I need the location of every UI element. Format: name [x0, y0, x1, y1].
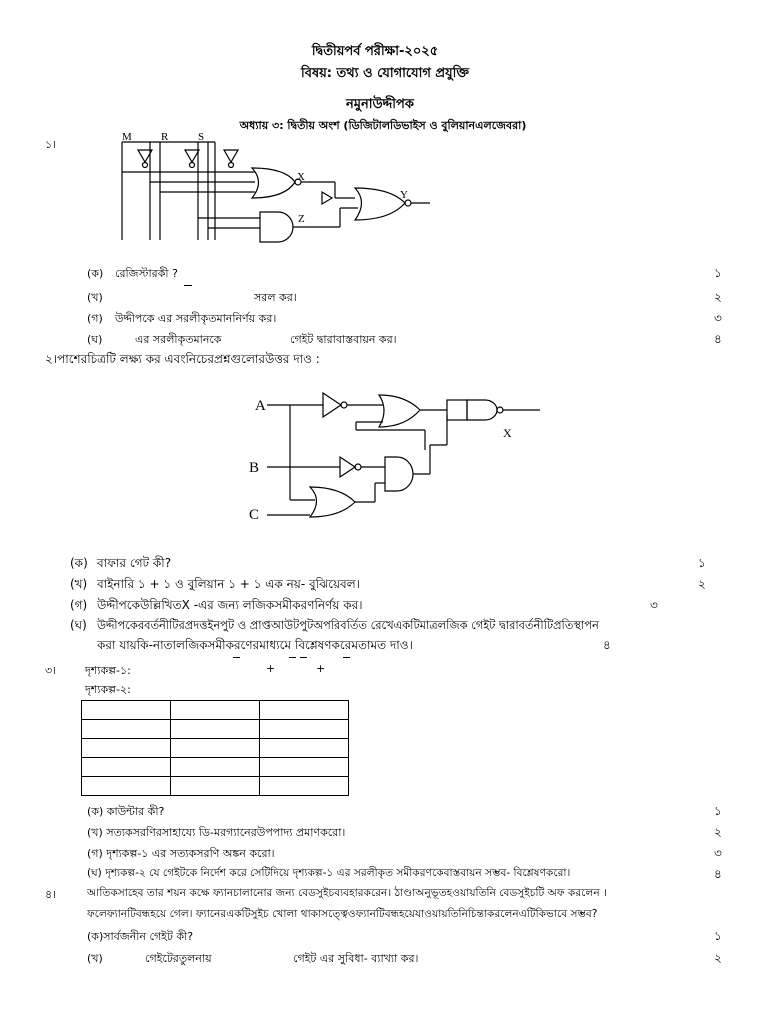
table-row — [82, 720, 349, 739]
q3-a-item — [87, 803, 164, 822]
q1-a-text: রেজিস্টারকী ? — [115, 267, 178, 280]
table-row — [82, 739, 349, 758]
q2-c-label: (গ) — [70, 598, 88, 612]
table-row — [82, 758, 349, 777]
table-cell — [171, 777, 260, 796]
q3-d-text: দৃশ্যকল্প-২ যে গেইটকে নির্দেশ করে সেটিদিয়ে দৃশ্যকল্প-১ এর সরলীকৃত সমীকরণকেবাস্তবায়ন সম্ভব- বিশ্লেষণকরো। — [105, 867, 571, 879]
q4-a-text: সার্বজনীন গেইট কী? — [103, 930, 194, 943]
q3-d-label: (ঘ) — [87, 867, 102, 879]
q1-label-r: R — [161, 131, 169, 143]
q3-overbar-1 — [233, 657, 240, 658]
subject-title: বিষয়: তথ্য ও যোগাযোগ প্রযুক্তি — [301, 66, 469, 81]
q3-c-item — [87, 845, 275, 864]
q3-b-item — [87, 824, 345, 843]
table-cell — [82, 701, 171, 720]
q3-d-item — [87, 866, 570, 883]
q4-number: ৪। — [45, 888, 57, 901]
q2-a-mark: ১ — [698, 556, 706, 570]
q1-d-text: এর সরলীকৃতমানকে — [135, 333, 222, 346]
q2-logic-circuit — [245, 385, 545, 525]
q4-a-item — [87, 928, 193, 947]
q2-d-mark: ৪ — [603, 638, 611, 652]
q1-label-s: S — [198, 131, 205, 143]
q3-number: ৩। — [45, 664, 57, 677]
q1-c-text: উদ্দীপকে এর সরলীকৃতমাননির্ণয় কর। — [115, 312, 277, 325]
section-title: নমুনাউদ্দীপক — [346, 97, 414, 112]
q1-overbar — [184, 285, 192, 286]
table-cell — [171, 758, 260, 777]
table-cell — [171, 701, 260, 720]
q2-d-text: উদ্দীপকেরবর্তনীটিরপ্রদত্তইনপুট ও প্রাপ্তআউটপুটঅপরিবর্তিত রেখেএকটিমাত্রলজিক গেইট দ্বারাবর্তনীটিপ্রতিস্থাপন — [97, 618, 599, 632]
q3-a-mark: ১ — [714, 804, 722, 818]
table-cell — [82, 758, 171, 777]
q1-c-label: (গ) — [87, 312, 103, 325]
q2-b-text: বাইনারি ১ + ১ ও বুলিয়ান ১ + ১ এক নয়- বুঝিয়েবল। — [97, 577, 360, 591]
q2-label-a: A — [255, 398, 266, 414]
table-cell — [260, 758, 349, 777]
table-cell — [260, 739, 349, 758]
q2-label-c: C — [249, 507, 260, 523]
table-row — [82, 777, 349, 796]
q3-a-label: (ক) — [87, 805, 104, 818]
table-row — [82, 701, 349, 720]
table-cell — [260, 701, 349, 720]
q2-d-label: (ঘ) — [70, 618, 87, 632]
q2-c-text: উদ্দীপকেউল্লিখিতX -এর জন্য লজিকসমীকরণনির্ণয় কর। — [97, 598, 363, 612]
q1-label-z: Z — [298, 213, 305, 225]
q1-c-mark: ৩ — [714, 311, 722, 325]
q2-label-x: X — [503, 426, 512, 440]
table-cell — [171, 739, 260, 758]
q3-b-text: সত্যকসরণিরসাহায্যে ডি-মরগ্যানেরউপপাদ্য প্রমাণকরো। — [106, 826, 346, 839]
q1-number: ১। — [45, 138, 57, 151]
q3-plus-2: + — [316, 662, 326, 675]
q1-d-text2: গেইট দ্বারাবাস্তবায়ন কর। — [290, 333, 397, 346]
q2-stem: ২।পাশেরচিত্রটি লক্ষ্য কর এবংনিচেরপ্রশ্নগুলোরউত্তর দাও : — [45, 352, 320, 366]
q3-scene2-label: দৃশ্যকল্প-২: — [85, 683, 131, 696]
q4-line2: ফলেফ্যানটিবন্ধহয়ে গেল। ফ্যানেরএকটিসুইচ খোলা থাকাসত্ত্বেওফ্যানটিবন্ধহয়েযাওয়ায়তিনিচিন্তাকরলেনএটিকিভাবে সম্ভব? — [87, 908, 598, 920]
q3-d-mark: ৪ — [714, 867, 722, 881]
q1-label-y: Y — [400, 189, 408, 201]
q3-overbar-2 — [289, 657, 296, 658]
q3-c-text: দৃশ্যকল্প-১ এর সত্যকসরণি অঙ্কন করো। — [106, 847, 275, 860]
q3-b-label: (খ) — [87, 826, 103, 839]
q4-a-label: (ক) — [87, 930, 104, 943]
table-cell — [260, 777, 349, 796]
q4-b-text: গেইটেরতুলনায় — [145, 952, 212, 965]
q4-a-mark: ১ — [714, 929, 722, 943]
q1-label-m: M — [122, 131, 132, 143]
q3-a-text: কাউন্টার কী? — [106, 805, 165, 818]
q3-b-mark: ২ — [714, 825, 722, 839]
q1-d-mark: ৪ — [714, 332, 722, 346]
q2-b-mark: ২ — [698, 577, 706, 591]
exam-title: দ্বিতীয়পর্ব পরীক্ষা-২০২৫ — [311, 44, 439, 59]
q1-a-label: (ক) — [87, 267, 104, 280]
q4-b-label: (খ) — [87, 952, 103, 965]
q2-b-label: (খ) — [70, 577, 88, 591]
q2-d-text2: করা যায়কি-নাতালজিকসমীকরণেরমাধ্যমে বিশ্লেষণকরেমতামত দাও। — [97, 638, 413, 652]
q3-truth-table — [81, 700, 349, 796]
q1-a-mark: ১ — [714, 266, 722, 280]
q2-a-label: (ক) — [70, 556, 88, 570]
table-cell — [82, 777, 171, 796]
chapter-title: অধ্যায় ৩: দ্বিতীয় অংশ (ডিজিটালডিভাইস ও বুলিয়ানএলজেবরা) — [239, 119, 527, 132]
q1-b-label: (খ) — [87, 291, 103, 304]
q3-c-label: (গ) — [87, 847, 103, 860]
q4-b-text2: গেইট এর সুবিধা- ব্যাখ্যা কর। — [293, 952, 419, 965]
q3-scene1-label: দৃশ্যকল্প-১: — [85, 664, 131, 677]
q2-label-b: B — [249, 460, 260, 476]
q2-a-text: বাফার গেট কী? — [97, 556, 172, 570]
table-cell — [82, 720, 171, 739]
table-cell — [171, 720, 260, 739]
q1-logic-circuit — [100, 130, 430, 250]
q2-c-mark: ৩ — [650, 598, 658, 612]
q4-b-mark: ২ — [714, 951, 722, 965]
q4-line1: আতিকসাহেব তার শয়ন কক্ষে ফ্যানচালানোর জন্য বেডসুইচব্যবহারকরেন। ঠাণ্ডাঅনুভূতহওয়ায়তিনি বেডসুইচটি অফ করলেন । — [87, 887, 607, 899]
q1-b-mark: ২ — [714, 290, 722, 304]
q1-label-x: X — [297, 171, 305, 183]
q1-b-text: সরল কর। — [254, 291, 297, 304]
q3-plus-1: + — [266, 662, 276, 675]
q3-overbar-4 — [343, 657, 350, 658]
table-cell — [260, 720, 349, 739]
table-cell — [82, 739, 171, 758]
q3-c-mark: ৩ — [714, 846, 722, 860]
q3-overbar-3 — [300, 657, 307, 658]
q1-d-label: (ঘ) — [87, 333, 103, 346]
